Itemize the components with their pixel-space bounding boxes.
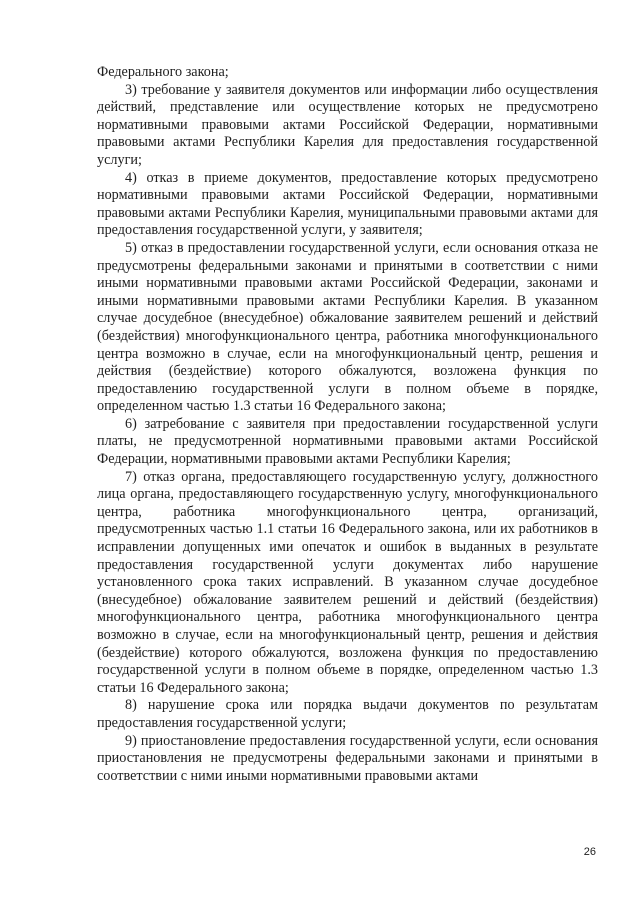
list-item-4: 4) отказ в приеме документов, предоставление которых предусмотрено нормативными правовыми актами Российской Федерации, нормативными правовыми актами Республики Карелия, муниципальными правовыми актами для предоставления государственной услуги, у заявителя; [97,169,598,239]
list-item-5: 5) отказ в предоставлении государственной услуги, если основания отказа не предусмотрены федеральными законами и принятыми в соответствии с ними иными нормативными правовыми актами Российской Федерации, законами и иными нормативными правовыми актами Республики Карелия. В указанном случае досудебное (внесудебное) обжалование заявителем решений и действий (бездействия) многофункционального центра, работника многофункционального центра возможно в случае, если на многофункциональный центр, решения и действия (бездействие) которого обжалуются, возложена функция по предоставлению государственной услуги в полном объеме в порядке, определенном частью 1.3 статьи 16 Федерального закона; [97,239,598,415]
paragraph-continuation: Федерального закона; [97,64,229,80]
list-item-3: 3) требование у заявителя документов или информации либо осуществления действий, представление или осуществление которых не предусмотрено нормативными правовыми актами Российской Федерации, нормативными правовыми актами Республики Карелия для предоставления государственной услуги; [97,81,598,168]
list-item-9: 9) приостановление предоставления государственной услуги, если основания приостановления не предусмотрены федеральными законами и принятыми в соответствии с ними иными нормативными правовыми актами [97,732,598,784]
list-item-7: 7) отказ органа, предоставляющего государственную услугу, должностного лица органа, предоставляющего государственную услугу, многофункционального центра, работника многофункционального центра, организаций, предусмотренных частью 1.1 статьи 16 Федерального закона, или их работников в исправлении допущенных ими опечаток и ошибок в выданных в результате предоставления государственной услуги документах либо нарушение установленного срока таких исправлений. В указанном случае досудебное (внесудебное) обжалование заявителем решений и действий (бездействия) многофункционального центра, работника многофункционального центра возможно в случае, если на многофункциональный центр, решения и действия (бездействие) которого обжалуются, возложена функция по предоставлению государственной услуги в полном объеме в порядке, определенном частью 1.3 статьи 16 Федерального закона; [97,468,598,696]
list-item-8: 8) нарушение срока или порядка выдачи документов по результатам предоставления государственной услуги; [97,697,598,731]
page-number: 26 [583,846,596,858]
list-item-6: 6) затребование с заявителя при предоставлении государственной услуги платы, не предусмотренной нормативными правовыми актами Российской Федерации, нормативными правовыми актами Республики Карелия; [97,415,598,468]
document-body [97,64,598,785]
